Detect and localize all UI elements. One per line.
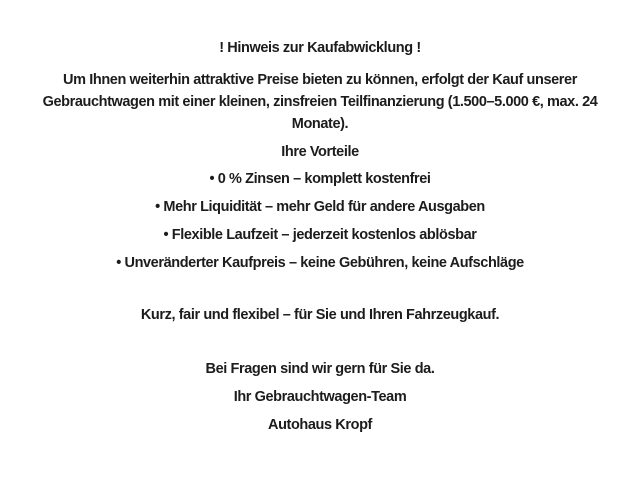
notice-title: ! Hinweis zur Kaufabwicklung ! xyxy=(219,40,421,56)
signature-team: Ihr Gebrauchtwagen-Team xyxy=(233,389,407,405)
intro-paragraph xyxy=(0,69,640,135)
benefits-list xyxy=(0,168,640,274)
benefit-item: • Flexible Laufzeit – jederzeit kostenlos ablösbar xyxy=(163,227,477,243)
summary-line: Kurz, fair und flexibel – für Sie und Ihren Fahrzeugkauf. xyxy=(140,307,500,323)
intro-line-3: Monate). xyxy=(291,116,349,132)
intro-line-1: Um Ihnen weiterhin attraktive Preise bieten zu können, erfolgt der Kauf unserer xyxy=(63,72,577,88)
intro-line-2: Gebrauchtwagen mit einer kleinen, zinsfreien Teilfinanzierung (1.500–5.000 €, max. 24 xyxy=(42,94,598,110)
benefit-item: • Unveränderter Kaufpreis – keine Gebühren, keine Aufschläge xyxy=(116,255,524,271)
benefit-item: • Mehr Liquidität – mehr Geld für andere Ausgaben xyxy=(155,199,485,215)
benefits-heading: Ihre Vorteile xyxy=(281,144,359,160)
benefit-item: • 0 % Zinsen – komplett kostenfrei xyxy=(209,171,431,187)
contact-line: Bei Fragen sind wir gern für Sie da. xyxy=(205,361,435,377)
signature-company: Autohaus Kropf xyxy=(268,417,372,433)
